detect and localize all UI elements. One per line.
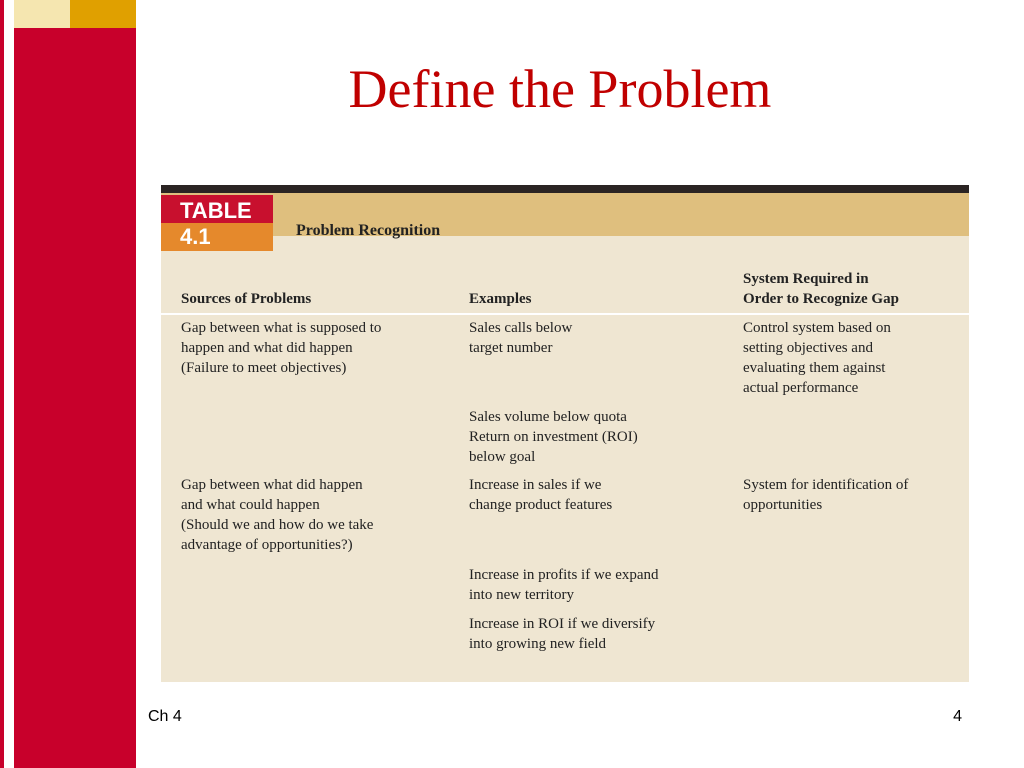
left-red-bar bbox=[14, 0, 136, 768]
slide-title: Define the Problem bbox=[348, 59, 772, 119]
row-4-example: Increase in profits if we expand into new territory bbox=[469, 567, 659, 603]
table-badge-label: TABLE bbox=[180, 198, 252, 223]
column-header-sources: Sources of Problems bbox=[181, 291, 312, 307]
footer-chapter-label: Ch 4 bbox=[148, 708, 182, 725]
table-badge-number: 4.1 bbox=[180, 224, 211, 249]
table-top-rule bbox=[161, 185, 969, 193]
table-badge bbox=[180, 198, 252, 250]
row-1-system: Control system based on setting objectives and evaluating them against actual performance bbox=[743, 320, 891, 396]
column-header-examples: Examples bbox=[469, 291, 532, 307]
row-1-example: Sales calls below target number bbox=[469, 320, 573, 356]
header-divider bbox=[161, 313, 969, 315]
row-5-example: Increase in ROI if we diversify into growing new field bbox=[469, 616, 656, 652]
left-edge-line bbox=[0, 0, 4, 768]
footer-page-number: 4 bbox=[953, 708, 962, 725]
row-2-example: Sales volume below quota Return on investment (ROI) below goal bbox=[469, 409, 638, 465]
row-3-source: Gap between what did happen and what could happen (Should we and how do we take advantage of opportunities?) bbox=[181, 477, 374, 553]
problem-recognition-table bbox=[161, 185, 969, 682]
row-3-example: Increase in sales if we change product features bbox=[469, 477, 613, 513]
table-header-band bbox=[161, 193, 969, 236]
column-header-system: System Required in Order to Recognize Gap bbox=[743, 271, 899, 307]
row-1-source: Gap between what is supposed to happen and what did happen (Failure to meet objectives) bbox=[181, 320, 382, 376]
corner-cream-block bbox=[14, 0, 70, 28]
corner-orange-block bbox=[70, 0, 136, 28]
row-3-system: System for identification of opportunities bbox=[743, 477, 909, 513]
table-caption: Problem Recognition bbox=[296, 222, 441, 239]
